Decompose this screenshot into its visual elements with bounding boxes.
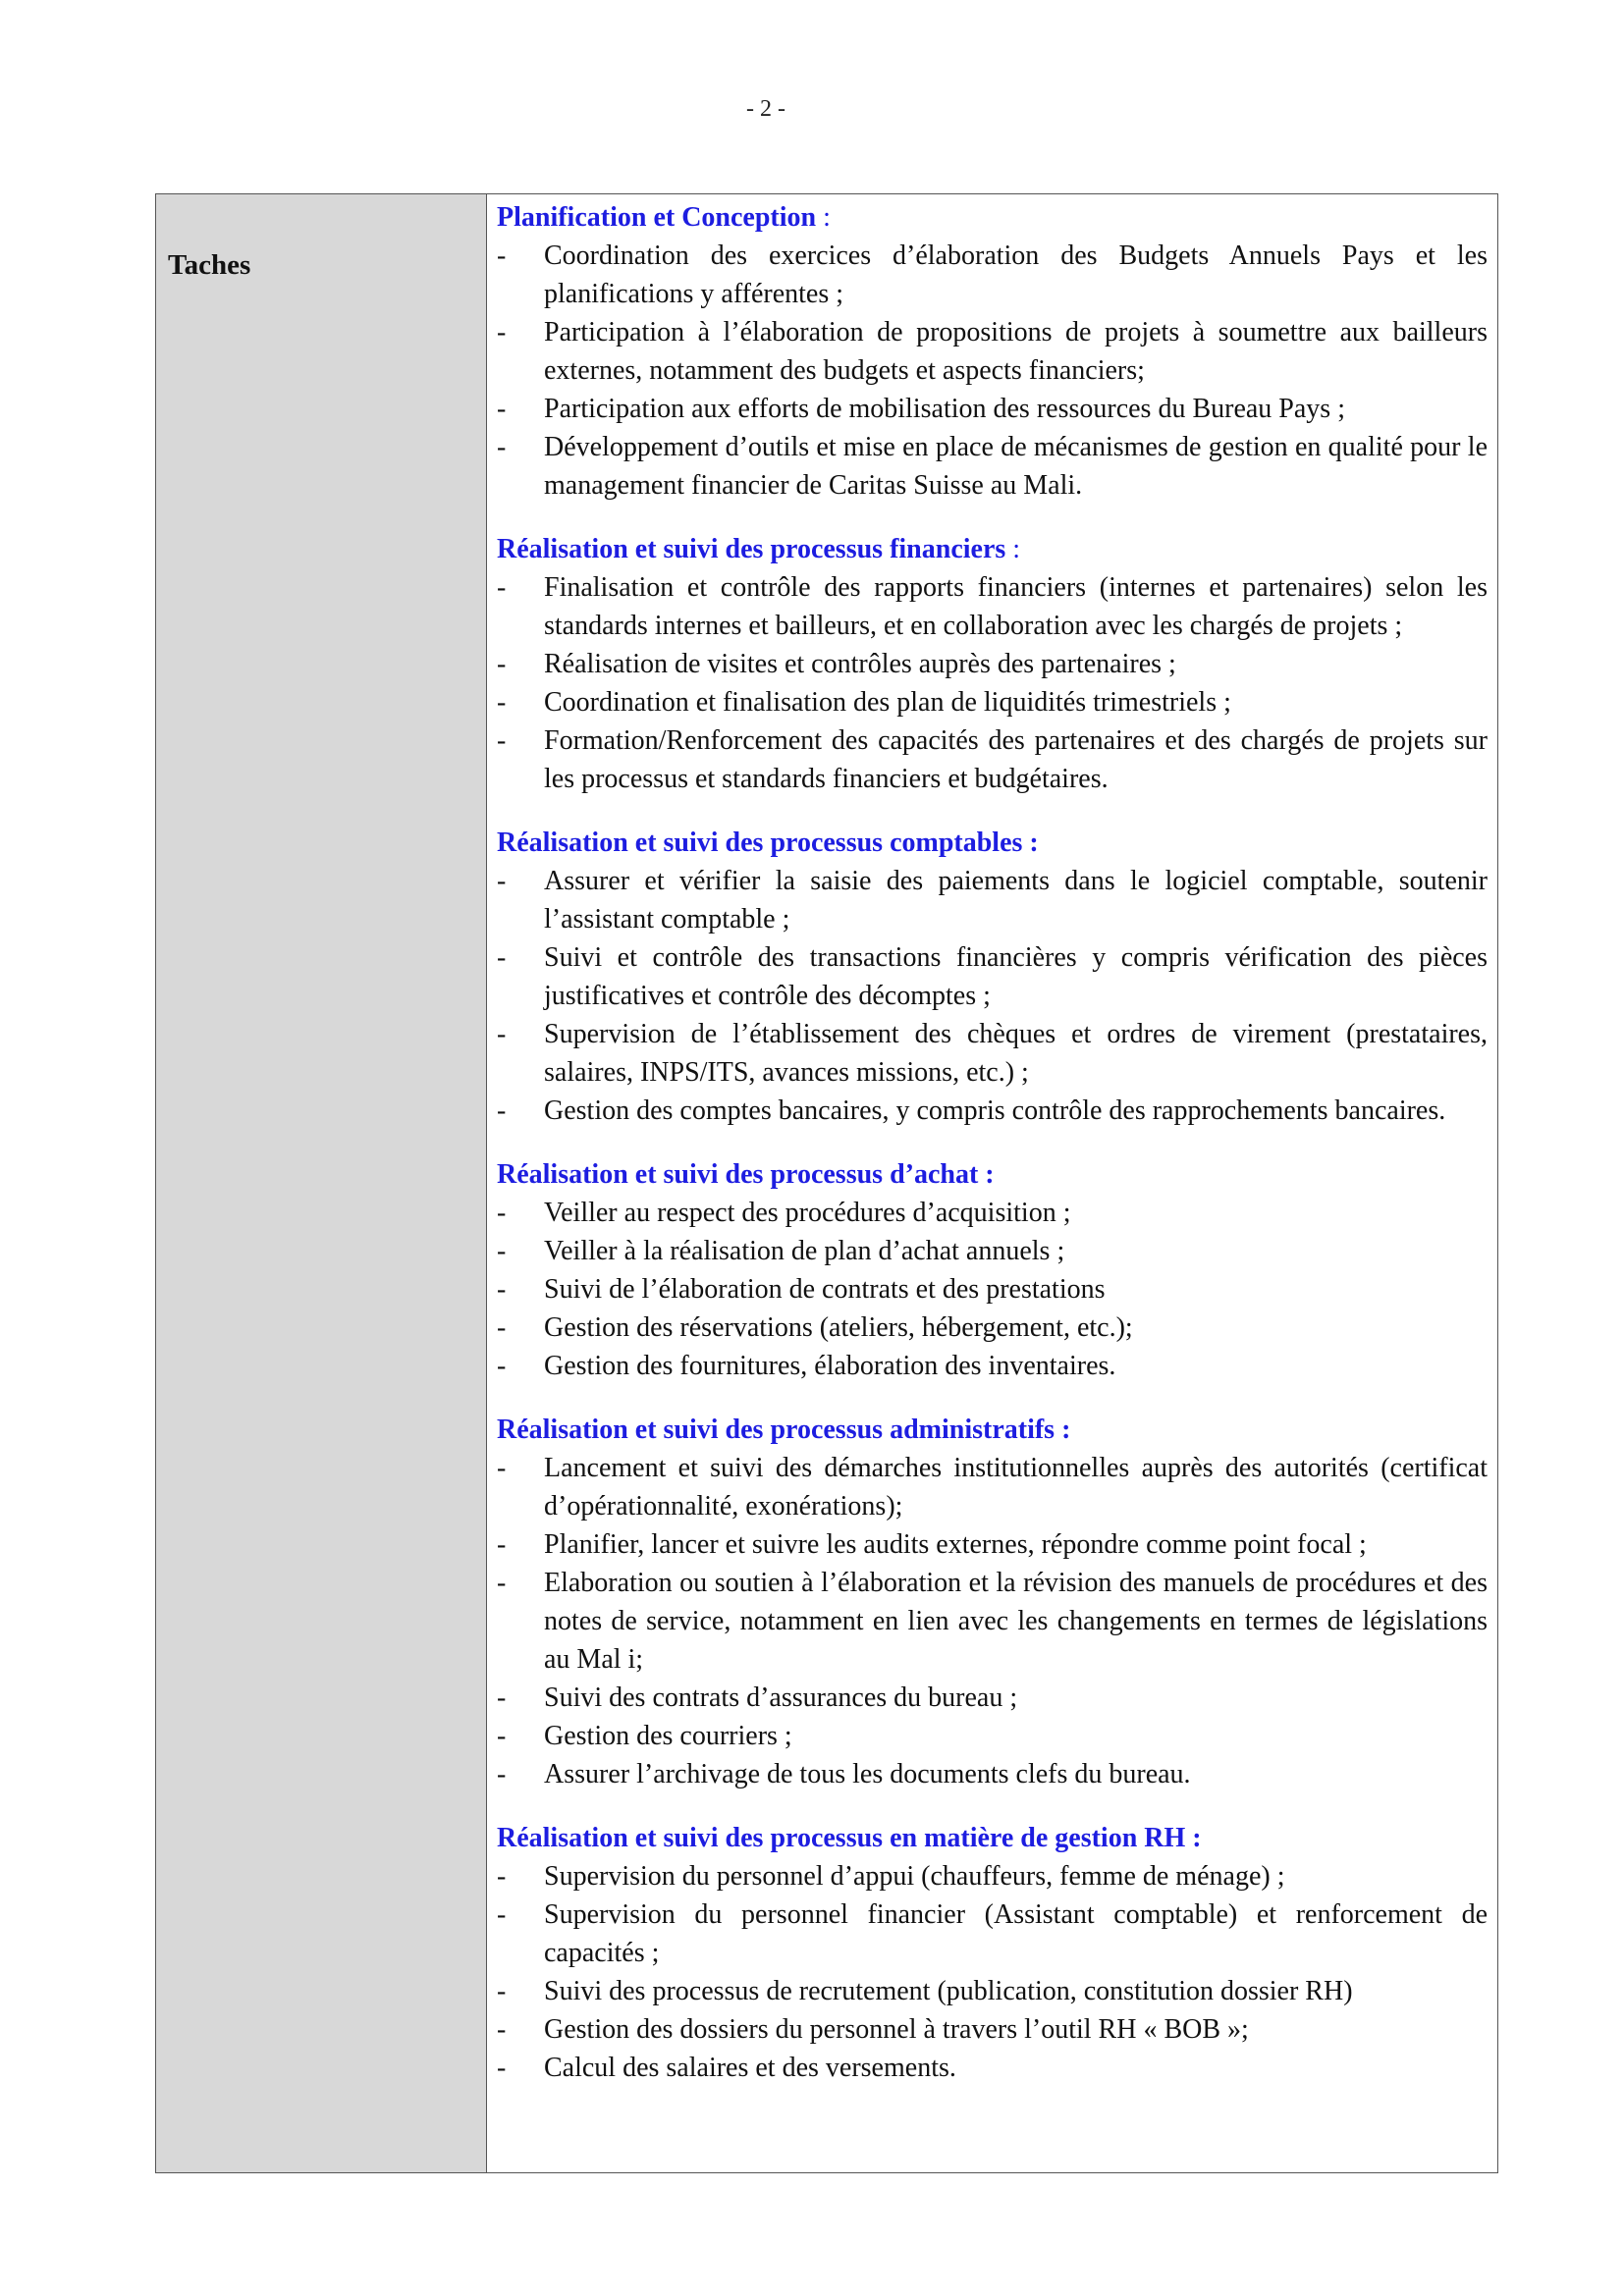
dash-bullet: - (497, 1236, 507, 1266)
list-item (497, 938, 1488, 1015)
section-title: Réalisation et suivi des processus d’achat : (497, 1159, 995, 1190)
section-heading (497, 825, 1488, 862)
table-row (156, 194, 1498, 2173)
list-item-text: Gestion des réservations (ateliers, hébergement, etc.); (544, 1312, 1133, 1343)
list-item-text: Assurer l’archivage de tous les documents clefs du bureau. (544, 1759, 1191, 1789)
list-item-text: Supervision du personnel d’appui (chauffeurs, femme de ménage) ; (544, 1861, 1285, 1892)
row-label-cell (156, 194, 487, 2173)
section-heading (497, 1412, 1488, 1449)
dash-bullet: - (497, 394, 507, 424)
list-item (497, 1347, 1488, 1385)
list-item (497, 568, 1488, 645)
dash-bullet: - (497, 1721, 507, 1751)
dash-bullet: - (497, 432, 507, 462)
task-section (497, 199, 1488, 505)
row-label: Taches (168, 249, 251, 281)
task-section (497, 1156, 1488, 1385)
list-item-text: Calcul des salaires et des versements. (544, 2053, 956, 2083)
list-item (497, 1857, 1488, 1896)
dash-bullet: - (497, 1568, 507, 1598)
list-item (497, 1564, 1488, 1679)
dash-bullet: - (497, 1312, 507, 1343)
list-item-text: Supervision du personnel financier (Assistant comptable) et renforcement de capacités ; (544, 1899, 1488, 1968)
list-item (497, 1525, 1488, 1564)
list-item (497, 683, 1488, 721)
dash-bullet: - (497, 2053, 507, 2083)
task-section (497, 1412, 1488, 1793)
dash-bullet: - (497, 1351, 507, 1381)
list-item-text: Gestion des courriers ; (544, 1721, 792, 1751)
list-item (497, 390, 1488, 428)
section-heading (497, 531, 1488, 568)
dash-bullet: - (497, 572, 507, 603)
list-item-text: Finalisation et contrôle des rapports financiers (internes et partenaires) selon les standards internes et bailleurs, et en collaboration avec les chargés de projets ; (544, 572, 1488, 641)
sections-container (487, 194, 1497, 2087)
row-content-cell (487, 194, 1498, 2173)
list-item (497, 1232, 1488, 1270)
section-heading (497, 1820, 1488, 1857)
section-title: Réalisation et suivi des processus comptables : (497, 828, 1039, 858)
dash-bullet: - (497, 240, 507, 271)
tasks-table (155, 193, 1498, 2173)
section-heading (497, 1156, 1488, 1194)
dash-bullet: - (497, 725, 507, 756)
list-item (497, 1015, 1488, 1092)
dash-bullet: - (497, 317, 507, 347)
list-item (497, 1308, 1488, 1347)
list-item-text: Formation/Renforcement des capacités des partenaires et des chargés de projets sur les processus et standards financiers et budgétaires. (544, 725, 1488, 794)
dash-bullet: - (497, 1899, 507, 1930)
task-list (497, 237, 1488, 505)
list-item-text: Elaboration ou soutien à l’élaboration et la révision des manuels de procédures et des notes de service, notamment en lien avec les changements en termes de législations au Mal i; (544, 1568, 1488, 1675)
list-item-text: Participation aux efforts de mobilisation des ressources du Bureau Pays ; (544, 394, 1345, 424)
dash-bullet: - (497, 1198, 507, 1228)
dash-bullet: - (497, 1529, 507, 1560)
task-list (497, 568, 1488, 798)
dash-bullet: - (497, 1274, 507, 1305)
list-item-text: Gestion des fournitures, élaboration des inventaires. (544, 1351, 1116, 1381)
list-item (497, 2049, 1488, 2087)
list-item-text: Suivi des processus de recrutement (publication, constitution dossier RH) (544, 1976, 1353, 2006)
list-item-text: Veiller au respect des procédures d’acquisition ; (544, 1198, 1071, 1228)
dash-bullet: - (497, 1095, 507, 1126)
list-item-text: Gestion des dossiers du personnel à travers l’outil RH « BOB »; (544, 2014, 1249, 2045)
page-number: - 2 - (746, 96, 785, 122)
list-item (497, 313, 1488, 390)
list-item (497, 428, 1488, 505)
list-item-text: Lancement et suivi des démarches institutionnelles auprès des autorités (certificat d’opérationnalité, exonérations); (544, 1453, 1488, 1522)
section-title: Réalisation et suivi des processus administratifs : (497, 1415, 1071, 1445)
task-list (497, 1449, 1488, 1793)
list-item-text: Coordination des exercices d’élaboration des Budgets Annuels Pays et les planifications y afférentes ; (544, 240, 1488, 309)
list-item (497, 237, 1488, 313)
task-list (497, 1857, 1488, 2087)
dash-bullet: - (497, 2014, 507, 2045)
list-item-text: Suivi de l’élaboration de contrats et des prestations (544, 1274, 1106, 1305)
list-item-text: Supervision de l’établissement des chèques et ordres de virement (prestataires, salaires, INPS/ITS, avances missions, etc.) ; (544, 1019, 1488, 1088)
dash-bullet: - (497, 1019, 507, 1049)
list-item (497, 645, 1488, 683)
section-title: Réalisation et suivi des processus en matière de gestion RH : (497, 1823, 1202, 1853)
task-section (497, 1820, 1488, 2087)
list-item-text: Suivi et contrôle des transactions financières y compris vérification des pièces justificatives et contrôle des décomptes ; (544, 942, 1488, 1011)
list-item-text: Participation à l’élaboration de propositions de projets à soumettre aux bailleurs externes, notamment des budgets et aspects financiers; (544, 317, 1488, 386)
dash-bullet: - (497, 1861, 507, 1892)
list-item-text: Gestion des comptes bancaires, y compris contrôle des rapprochements bancaires. (544, 1095, 1446, 1126)
section-heading (497, 199, 1488, 237)
dash-bullet: - (497, 942, 507, 973)
list-item (497, 862, 1488, 938)
task-list (497, 1194, 1488, 1385)
dash-bullet: - (497, 1976, 507, 2006)
dash-bullet: - (497, 1453, 507, 1483)
list-item-text: Réalisation de visites et contrôles auprès des partenaires ; (544, 649, 1176, 679)
dash-bullet: - (497, 687, 507, 718)
list-item-text: Développement d’outils et mise en place de mécanismes de gestion en qualité pour le management financier de Caritas Suisse au Mali. (544, 432, 1488, 501)
list-item (497, 1717, 1488, 1755)
dash-bullet: - (497, 649, 507, 679)
list-item-text: Assurer et vérifier la saisie des paiements dans le logiciel comptable, soutenir l’assistant comptable ; (544, 866, 1488, 934)
list-item (497, 1896, 1488, 1972)
list-item (497, 1972, 1488, 2010)
dash-bullet: - (497, 866, 507, 896)
list-item (497, 1194, 1488, 1232)
list-item-text: Suivi des contrats d’assurances du bureau ; (544, 1682, 1018, 1713)
list-item (497, 1270, 1488, 1308)
section-title-colon: : (1005, 534, 1021, 564)
task-section (497, 825, 1488, 1130)
task-list (497, 862, 1488, 1130)
list-item (497, 721, 1488, 798)
section-title: Réalisation et suivi des processus financiers (497, 534, 1006, 564)
list-item (497, 2010, 1488, 2049)
list-item (497, 1679, 1488, 1717)
list-item-text: Planifier, lancer et suivre les audits externes, répondre comme point focal ; (544, 1529, 1367, 1560)
list-item-text: Coordination et finalisation des plan de liquidités trimestriels ; (544, 687, 1231, 718)
dash-bullet: - (497, 1759, 507, 1789)
section-title: Planification et Conception (497, 202, 817, 233)
list-item (497, 1092, 1488, 1130)
list-item (497, 1449, 1488, 1525)
list-item-text: Veiller à la réalisation de plan d’achat annuels ; (544, 1236, 1065, 1266)
dash-bullet: - (497, 1682, 507, 1713)
section-title-colon: : (816, 202, 831, 233)
list-item (497, 1755, 1488, 1793)
task-section (497, 531, 1488, 798)
